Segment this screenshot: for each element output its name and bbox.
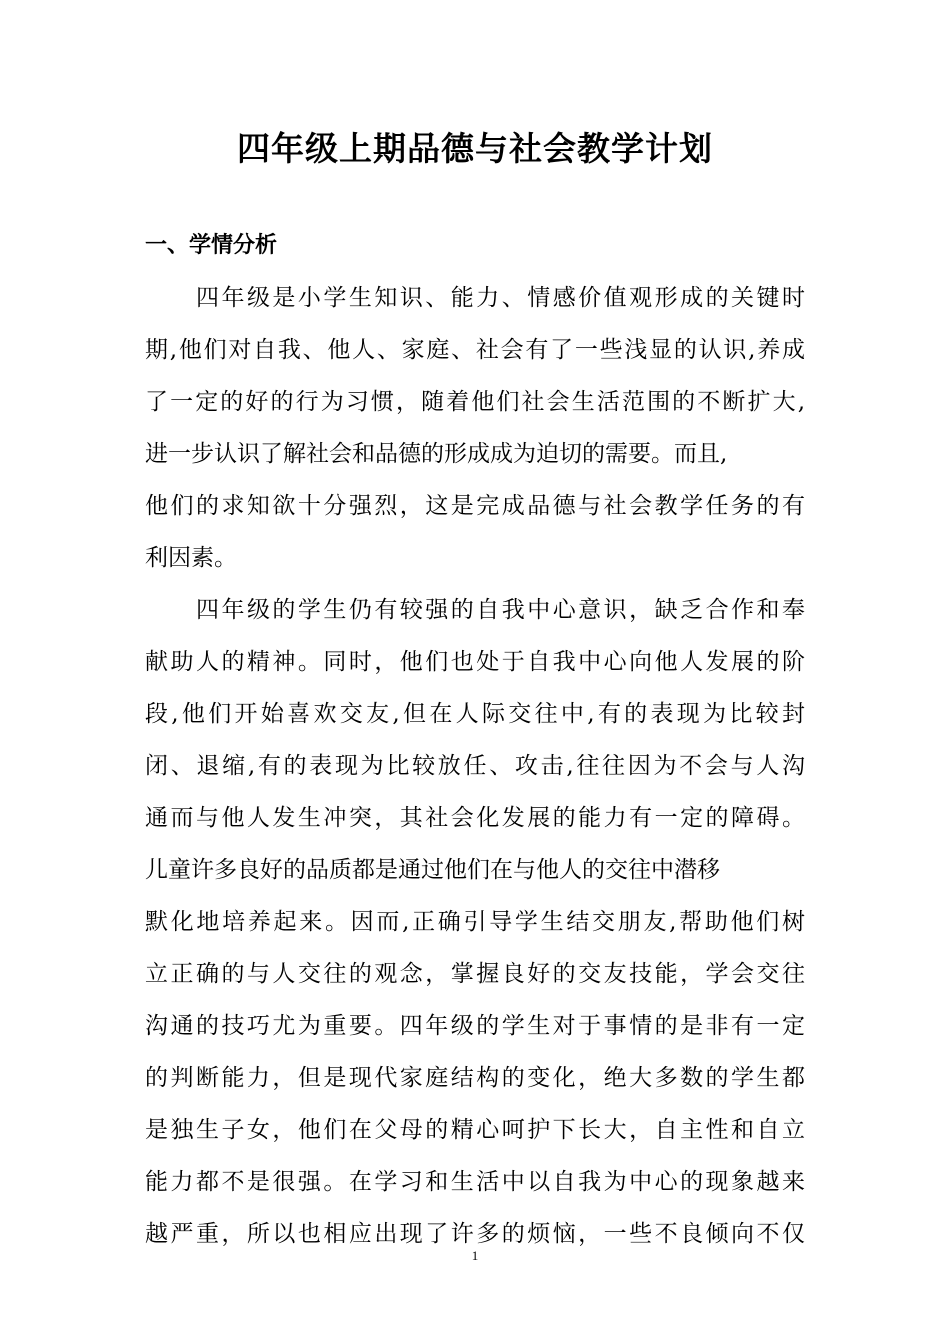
text-line: 他们的求知欲十分强烈，这是完成品德与社会教学任务的有 — [145, 493, 805, 519]
text-line: 儿童许多良好的品质都是通过他们在与他人的交往中潜移 — [145, 857, 720, 883]
text-line: 闭、退缩,有的表现为比较放任、攻击,往往因为不会与人沟 — [145, 753, 805, 779]
text-line: 四年级的学生仍有较强的自我中心意识，缺乏合作和奉 — [196, 597, 805, 623]
text-line: 段,他们开始喜欢交友,但在人际交往中,有的表现为比较封 — [145, 701, 805, 727]
text-line: 进一步认识了解社会和品德的形成成为迫切的需要。而且, — [145, 441, 728, 467]
text-line: 默化地培养起来。因而,正确引导学生结交朋友,帮助他们树 — [145, 909, 805, 935]
text-line: 沟通的技巧尤为重要。四年级的学生对于事情的是非有一定 — [145, 1013, 805, 1039]
text-line: 通而与他人发生冲突，其社会化发展的能力有一定的障碍。 — [145, 805, 805, 831]
page-title: 四年级上期品德与社会教学计划 — [237, 129, 713, 168]
text-line: 四年级是小学生知识、能力、情感价值观形成的关键时 — [196, 285, 805, 311]
text-line: 越严重，所以也相应出现了许多的烦恼，一些不良倾向不仅 — [145, 1221, 805, 1247]
text-line: 了一定的好的行为习惯，随着他们社会生活范围的不断扩大, — [145, 389, 805, 415]
section-heading: 一、学情分析 — [145, 233, 278, 258]
text-line: 利因素。 — [145, 545, 237, 571]
text-line: 期,他们对自我、他人、家庭、社会有了一些浅显的认识,养成 — [145, 337, 805, 363]
text-line: 是独生子女，他们在父母的精心呵护下长大，自主性和自立 — [145, 1117, 805, 1143]
text-line: 立正确的与人交往的观念，掌握良好的交友技能，学会交往 — [145, 961, 805, 987]
page-number: 1 — [471, 1248, 479, 1263]
text-line: 献助人的精神。同时，他们也处于自我中心向他人发展的阶 — [145, 649, 805, 675]
text-line: 能力都不是很强。在学习和生活中以自我为中心的现象越来 — [145, 1169, 805, 1195]
text-line: 的判断能力，但是现代家庭结构的变化，绝大多数的学生都 — [145, 1065, 805, 1091]
